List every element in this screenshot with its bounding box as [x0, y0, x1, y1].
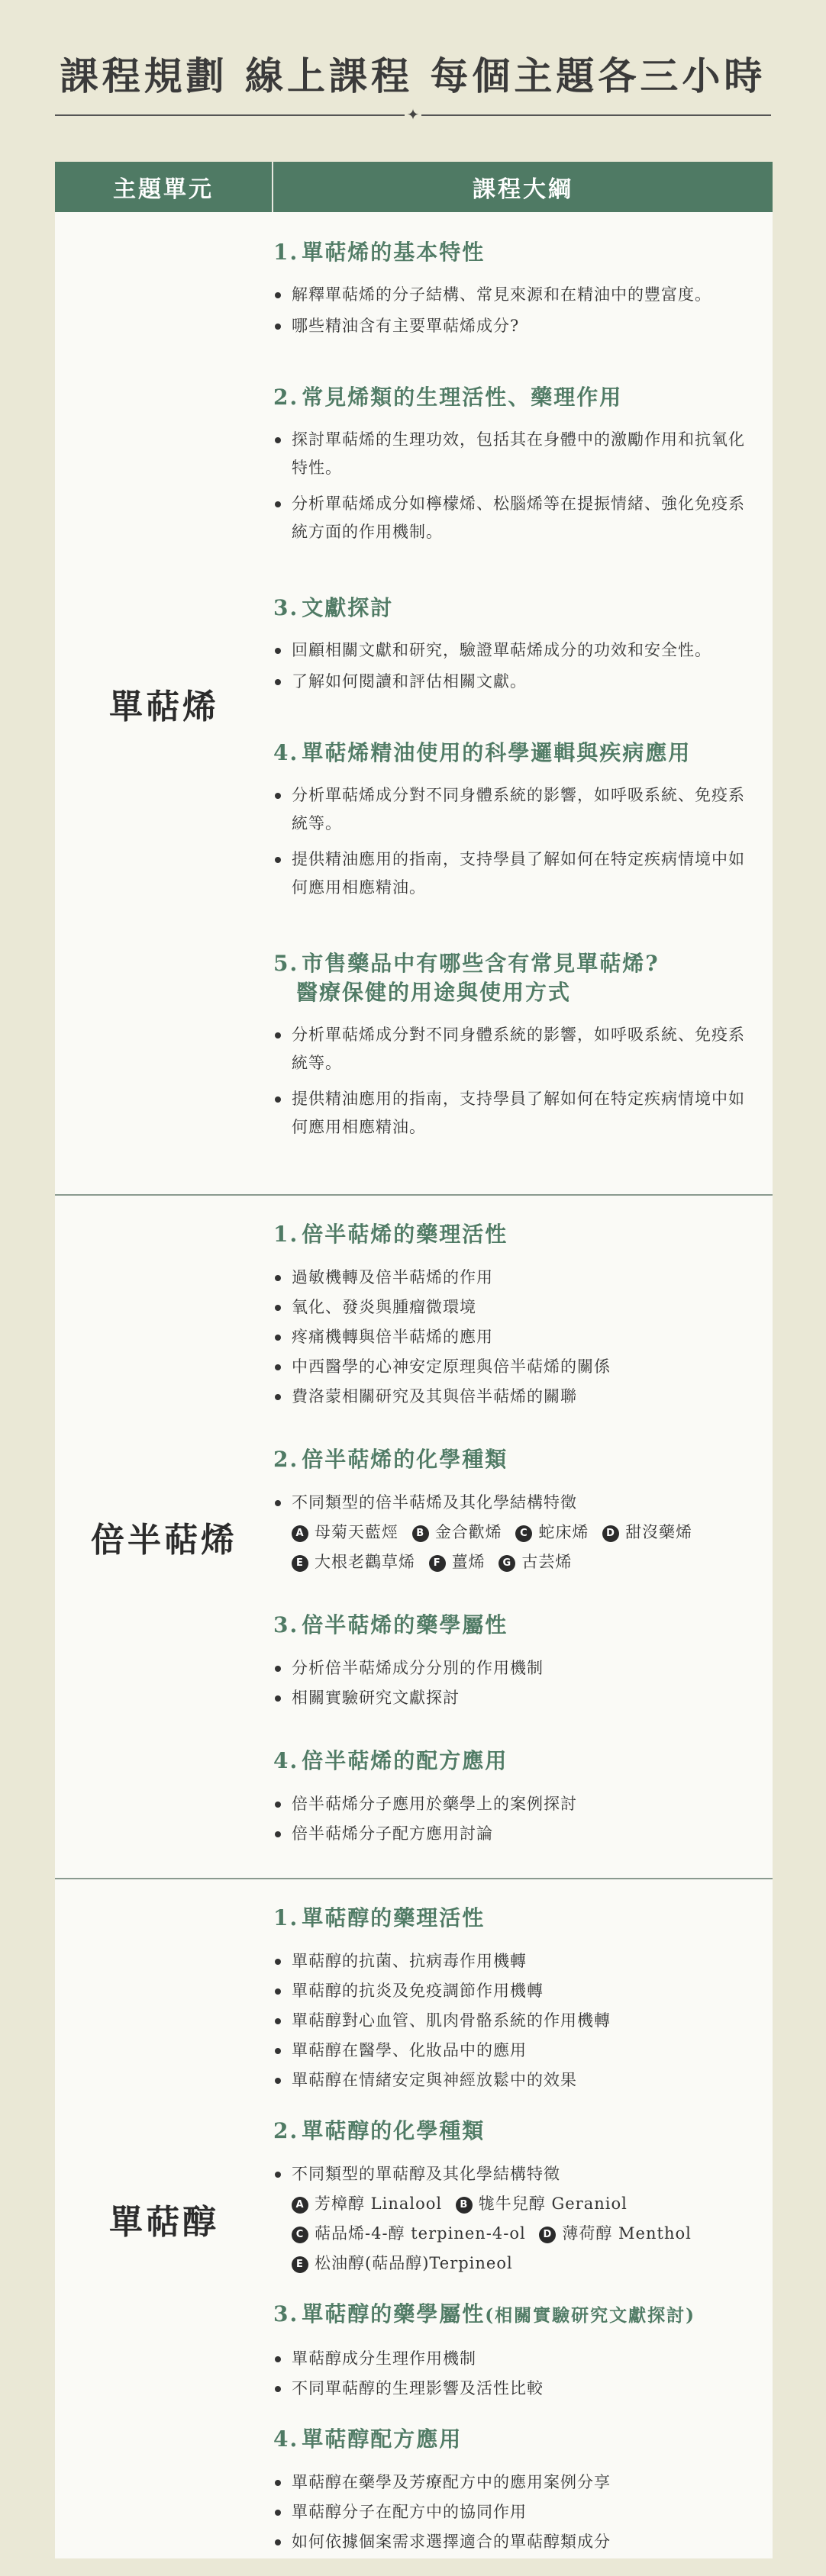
header-topic: 主題單元: [55, 162, 273, 212]
section-title: 1. 倍半萜烯的藥理活性: [273, 1222, 508, 1247]
section-title: 4. 單萜烯精油使用的科學邏輯與疾病應用: [273, 740, 692, 765]
title-divider-right: [421, 114, 771, 116]
outline-section: [273, 2425, 753, 2557]
letter-badge: D: [539, 2227, 556, 2243]
section-title: 4. 倍半萜烯的配方應用: [273, 1748, 508, 1773]
list-item: 提供精油應用的指南，支持學員了解如何在特定疾病情境中如何應用相應精油。: [273, 1085, 753, 1141]
list-item: 分析單萜烯成分對不同身體系統的影響，如呼吸系統、免疫系統等。: [273, 1021, 753, 1077]
list-item: 費洛蒙相關研究及其與倍半萜烯的關聯: [273, 1382, 753, 1412]
compound-item: G 古芸烯: [499, 1553, 572, 1571]
outline-section: [273, 594, 753, 696]
outline-section: [273, 1445, 753, 1577]
table-header: [55, 162, 773, 212]
course-table: [55, 162, 773, 2558]
list-item: 了解如何閱讀和評估相關文獻。: [273, 668, 753, 696]
letter-badge: A: [292, 1525, 308, 1542]
list-item: 不同類型的單萜醇及其化學結構特徵: [273, 2159, 753, 2189]
outline-section: [273, 2300, 753, 2404]
title-divider-left: [55, 114, 405, 116]
row-topic: 單萜醇: [109, 2203, 219, 2242]
letter-badge: B: [412, 1525, 429, 1542]
section-title: 3. 文獻探討: [273, 595, 394, 620]
row-outline: [273, 212, 773, 1194]
list-item: 提供精油應用的指南，支持學員了解如何在特定疾病情境中如何應用相應精油。: [273, 845, 753, 902]
list-item: 中西醫學的心神安定原理與倍半萜烯的關係: [273, 1352, 753, 1382]
row-outline: [273, 1879, 773, 2558]
table-row: [55, 1879, 773, 2558]
letter-badge: E: [292, 2256, 308, 2273]
letter-badge: D: [602, 1525, 619, 1542]
outline-section: [273, 739, 753, 902]
list-item: 單萜醇在情緒安定與神經放鬆中的效果: [273, 2066, 753, 2095]
compound-item: D 薄荷醇 Menthol: [539, 2224, 691, 2243]
divider-star-icon: ✦: [406, 105, 420, 124]
compound-item: A 芳樟醇 Linalool: [292, 2194, 442, 2213]
list-item: 哪些精油含有主要單萜烯成分?: [273, 312, 753, 340]
compound-item: A 母菊天藍烴: [292, 1523, 398, 1541]
list-item: 單萜醇對心血管、肌肉骨骼系統的作用機轉: [273, 2006, 753, 2036]
section-title: 2. 倍半萜烯的化學種類: [273, 1447, 508, 1472]
page-header: [0, 0, 826, 160]
compound-item: B 牻牛兒醇 Geraniol: [456, 2194, 628, 2213]
letter-badge: G: [499, 1555, 515, 1572]
list-item: 過敏機轉及倍半萜烯的作用: [273, 1263, 753, 1293]
compound-list: [273, 2189, 753, 2278]
section-title: 4. 單萜醇配方應用: [273, 2426, 463, 2452]
compound-item: F 薑烯: [429, 1553, 486, 1571]
outline-section: [273, 2117, 753, 2278]
row-topic: 倍半萜烯: [91, 1521, 237, 1560]
list-item: 相關實驗研究文獻探討: [273, 1683, 753, 1713]
list-item: 如何依據個案需求選擇適合的單萜醇類成分: [273, 2527, 753, 2557]
letter-badge: C: [515, 1525, 532, 1542]
outline-section: [273, 1747, 753, 1849]
list-item: 不同類型的倍半萜烯及其化學結構特徵: [273, 1488, 753, 1518]
outline-section: [273, 238, 753, 340]
header-outline: 課程大綱: [473, 176, 573, 203]
list-item: 回顧相關文獻和研究，驗證單萜烯成分的功效和安全性。: [273, 636, 753, 665]
compound-item: C 萜品烯-4-醇 terpinen-4-ol: [292, 2224, 526, 2243]
page-title: 課程規劃 線上課程 每個主題各三小時: [60, 53, 766, 98]
list-item: 倍半萜烯分子應用於藥學上的案例探討: [273, 1789, 753, 1819]
list-item: 不同單萜醇的生理影響及活性比較: [273, 2374, 753, 2404]
outline-section: [273, 1611, 753, 1713]
row-outline: [273, 1196, 773, 1878]
letter-badge: C: [292, 2227, 308, 2243]
table-row: [55, 1196, 773, 1879]
section-title: 2. 常見烯類的生理活性、藥理作用: [273, 385, 623, 410]
outline-section: [273, 949, 753, 1141]
list-item: 解釋單萜烯的分子結構、常見來源和在精油中的豐富度。: [273, 281, 753, 309]
list-item: 分析單萜烯成分對不同身體系統的影響，如呼吸系統、免疫系統等。: [273, 781, 753, 838]
section-title: 2. 單萜醇的化學種類: [273, 2118, 486, 2143]
table-row: [55, 212, 773, 1196]
compound-item: B 金合歡烯: [412, 1523, 502, 1541]
list-item: 倍半萜烯分子配方應用討論: [273, 1819, 753, 1849]
list-item: 氧化、發炎與腫瘤微環境: [273, 1293, 753, 1322]
list-item: 單萜醇在醫學、化妝品中的應用: [273, 2036, 753, 2066]
row-topic: 單萜烯: [109, 687, 219, 726]
outline-section: [273, 1220, 753, 1412]
letter-badge: E: [292, 1555, 308, 1572]
list-item: 探討單萜烯的生理功效，包括其在身體中的激勵作用和抗氧化特性。: [273, 426, 753, 482]
outline-section: [273, 1904, 753, 2095]
compound-item: E 大根老鸛草烯: [292, 1553, 415, 1571]
list-item: 疼痛機轉與倍半萜烯的應用: [273, 1322, 753, 1352]
compound-item: D 甜沒藥烯: [602, 1523, 692, 1541]
section-title: 5. 市售藥品中有哪些含有常見單萜烯? 醫療保健的用途與使用方式: [273, 951, 660, 1005]
list-item: 分析單萜烯成分如檸檬烯、松腦烯等在提振情緒、強化免疫系統方面的作用機制。: [273, 490, 753, 546]
list-item: 分析倍半萜烯成分分別的作用機制: [273, 1653, 753, 1683]
section-title: 1. 單萜烯的基本特性: [273, 240, 486, 265]
outline-section: [273, 383, 753, 546]
compound-item: E 松油醇(萜品醇)Terpineol: [292, 2254, 513, 2272]
list-item: 單萜醇的抗菌、抗病毒作用機轉: [273, 1946, 753, 1976]
list-item: 單萜醇的抗炎及免疫調節作用機轉: [273, 1976, 753, 2006]
list-item: 單萜醇在藥學及芳療配方中的應用案例分享: [273, 2468, 753, 2497]
section-title: 3. 倍半萜烯的藥學屬性: [273, 1612, 508, 1637]
section-title: 1. 單萜醇的藥理活性: [273, 1905, 486, 1930]
compound-list: [273, 1518, 753, 1577]
list-item: 單萜醇分子在配方中的協同作用: [273, 2497, 753, 2527]
letter-badge: B: [456, 2197, 473, 2214]
compound-item: C 蛇床烯: [515, 1523, 589, 1541]
list-item: 單萜醇成分生理作用機制: [273, 2344, 753, 2374]
letter-badge: A: [292, 2197, 308, 2214]
letter-badge: F: [429, 1555, 446, 1572]
section-title: 3. 單萜醇的藥學屬性(相關實驗研究文獻探討): [273, 2301, 696, 2326]
